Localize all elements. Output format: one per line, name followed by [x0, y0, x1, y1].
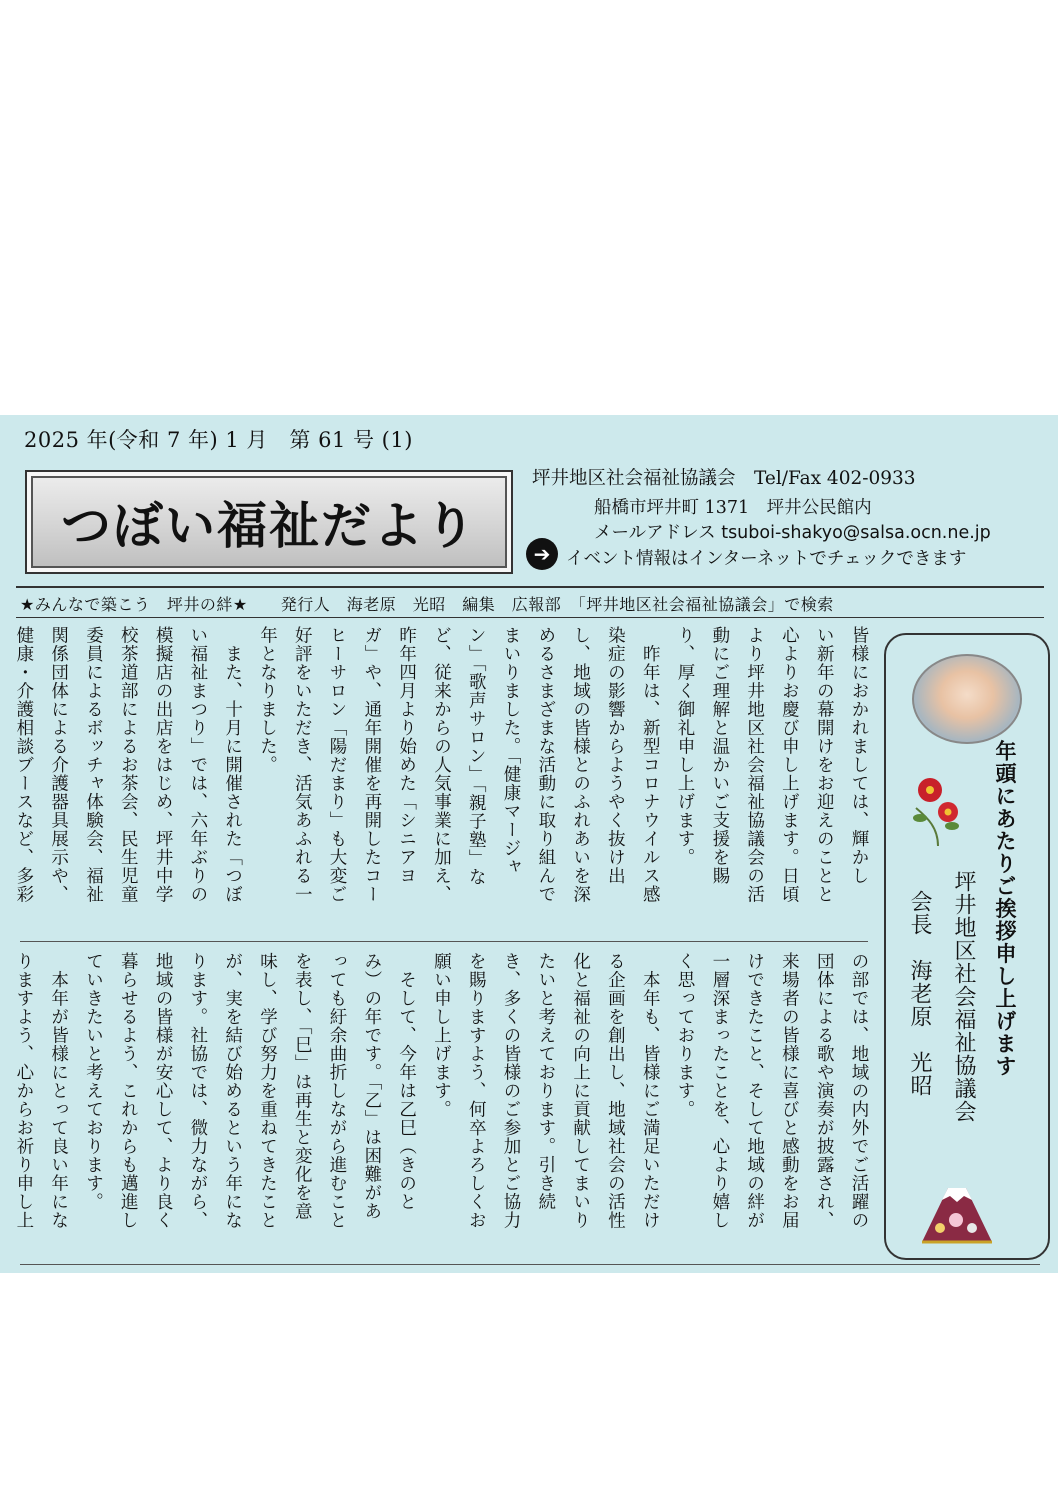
email-label: メールアドレス — [594, 523, 716, 543]
divider — [16, 586, 1044, 588]
mount-fuji-illustration — [920, 1180, 994, 1244]
chairman-portrait — [912, 654, 1022, 744]
event-note: イベント情報はインターネットでチェックできます — [566, 549, 967, 569]
slogan-bar: ★みんなで築こう 坪井の絆★ 発行人 海老原 光昭 編集 広報部 「坪井地区社会福祉協議会」で検索 — [20, 595, 834, 614]
masthead-title-box — [25, 470, 513, 574]
issue-info: 2025 年(令和 7 年) 1 月 第 61 号 (1) — [24, 428, 413, 452]
article-upper-text: 皆様におかれましては、輝かし い新年の幕開けをお迎えのことと 心よりお慶び申し上げます。日頃 より坪井地区社会福祉協議会の活 動にご理解と温かいご支援を賜 り、厚く御礼申し上げます。 昨年は、新型コロナウイルス感 染症の影響からようやく抜け出 し、地域の皆様とのふれあいを深 めるさまざまな活動に取り組んで まいりました。「健康マージャ ン」「歌声サロン」「親子塾」な ど、従来からの人気事業に加え、 昨年四月より始めた「シニアヨ ガ」や、通年開催を再開したコー ヒーサロン「陽だまり」も大変ご 好評をいただき、活気あふれる一 年となりました。 また、十月に開催された「つぼ い福祉まつり」では、六年ぶりの 模擬店の出店をはじめ、坪井中学 校茶道部によるお茶会、民生児童 委員によるボッチャ体験会、福祉 関係団体による介護器具展示や、 健康・介護相談ブースなど、多彩 — [13, 626, 869, 904]
org-contact: 坪井地区社会福祉協議会 Tel/Fax 402-0933 — [532, 468, 916, 489]
divider — [20, 1264, 1040, 1265]
greeting-name: 会長 海老原 光昭 — [907, 890, 932, 1097]
masthead-title: つぼい福祉だより — [61, 497, 477, 555]
org-address: 船橋市坪井町 1371 坪井公民館内 — [594, 498, 872, 518]
article-lower-text: の部では、地域の内外でご活躍の 団体による歌や演奏が披露され、 来場者の皆様に喜びと感動をお届 けできたこと、そして地域の絆が 一層深まったことを、心より嬉し く思っております。 本年も、皆様にご満足いただけ る企画を創出し、地域社会の活性 化と福祉の向上に貢献してまいり たいと考えております。引き続 き、多くの皆様のご参加とご協力 を賜りますよう、何卒よろしくお 願い申し上げます。 そして、今年は乙巳（きのと み）の年です。「乙」は困難があ っても紆余曲折しながら進むこと を表し、「巳」は再生と変化を意 味し、学び努力を重ねてきたこと が、実を結び始めるという年にな ります。社協では、微力ながら、 地域の皆様が安心して、より良く 暮らせるよう、これからも邁進し ていきたいと考えております。 本年が皆様にとって良い年にな りますよう、心からお祈り申し上 — [13, 952, 869, 1230]
camellia-illustration — [908, 768, 968, 848]
divider — [20, 941, 868, 942]
greeting-heading: 年頭にあたりご挨拶申し上げます — [993, 740, 1017, 1078]
divider — [16, 617, 1044, 618]
greeting-org: 坪井地区社会福祉協議会 — [951, 870, 976, 1123]
email-address[interactable]: tsuboi-shakyo@salsa.ocn.ne.jp — [721, 523, 991, 543]
org-email — [594, 519, 991, 544]
arrow-right-circle-icon: ➔ — [526, 538, 558, 570]
